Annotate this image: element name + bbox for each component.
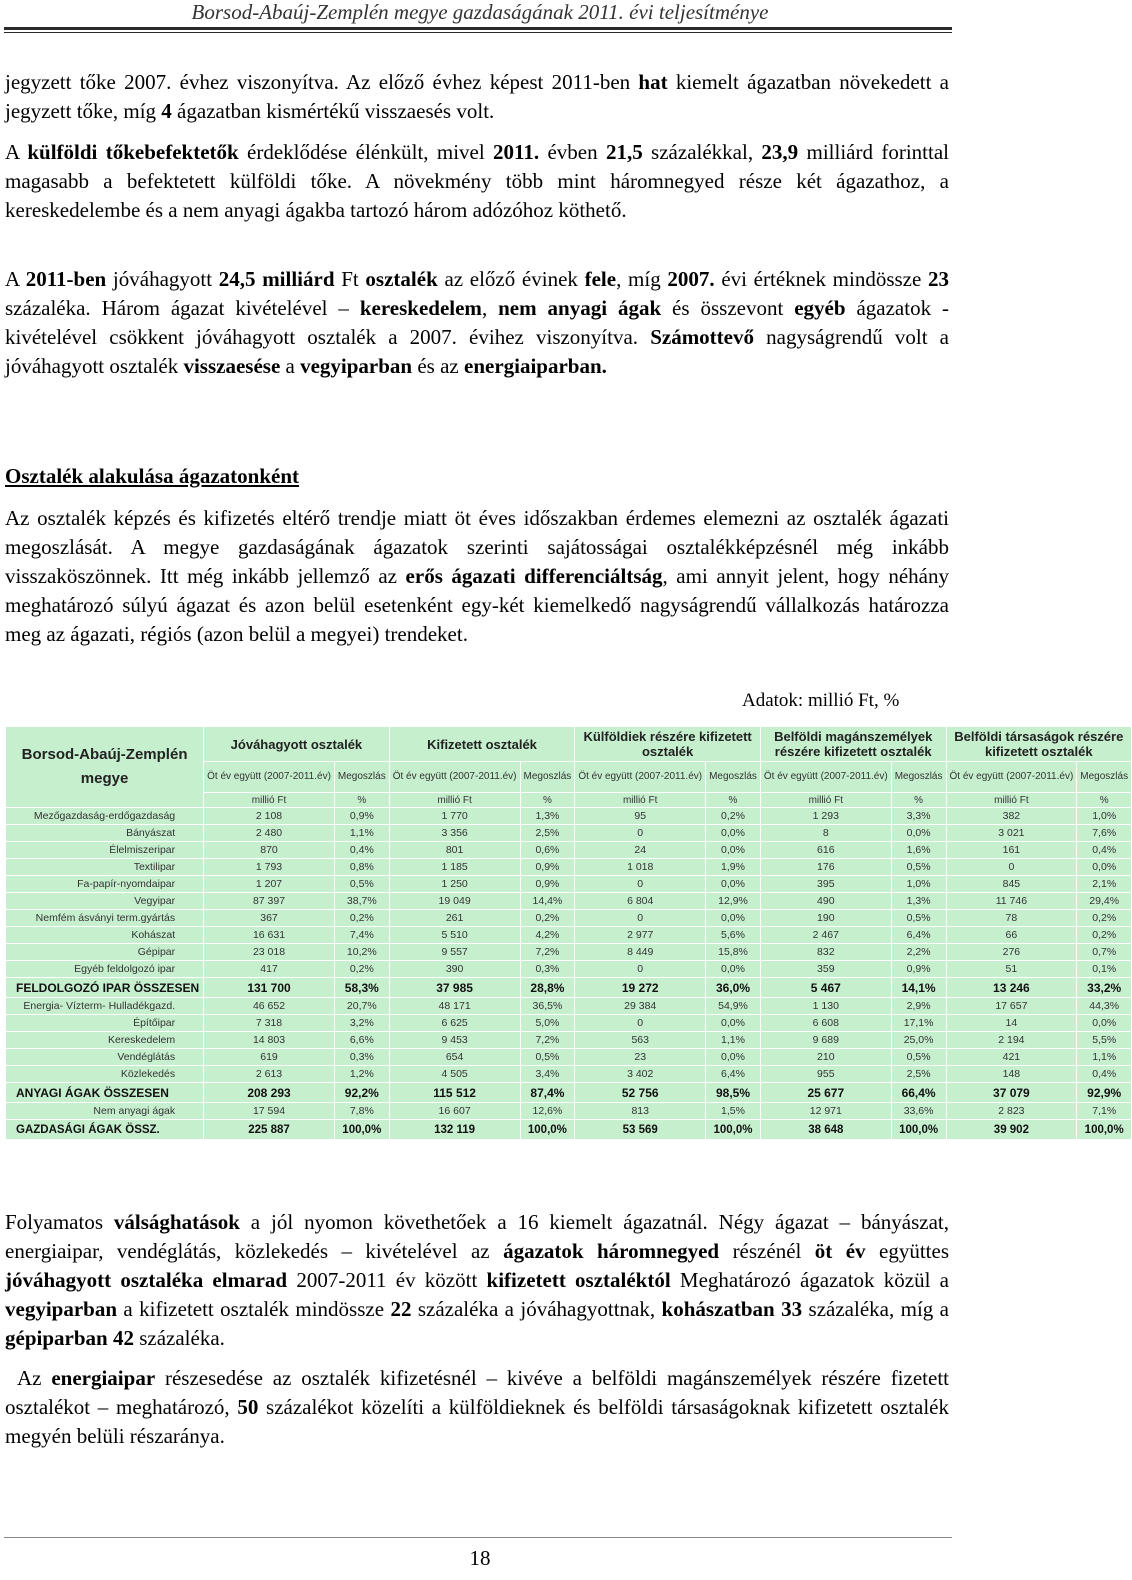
cell-value: 23 018: [204, 944, 335, 961]
table-row: [6, 910, 1132, 927]
cell-share: 29,4%: [1077, 893, 1132, 910]
cell-share: 7,4%: [334, 927, 389, 944]
cell-share: 1,3%: [520, 808, 575, 825]
cell-value: 813: [575, 1103, 706, 1120]
cell-share: 0,3%: [520, 961, 575, 978]
cell-value: 225 887: [204, 1120, 335, 1140]
cell-value: 845: [946, 876, 1077, 893]
cell-value: 421: [946, 1049, 1077, 1066]
table-body: [6, 808, 1132, 1140]
cell-share: 1,6%: [891, 842, 946, 859]
cell-share: 7,2%: [520, 944, 575, 961]
cell-share: 1,9%: [706, 859, 761, 876]
table-corner-cell: Borsod-Abaúj-Zemplén megye: [6, 727, 204, 808]
cell-share: 1,3%: [891, 893, 946, 910]
cell-value: 390: [389, 961, 520, 978]
table-group-header-row: [6, 727, 1132, 762]
cell-share: 7,1%: [1077, 1103, 1132, 1120]
unit-percent: %: [520, 793, 575, 808]
cell-value: 38 648: [760, 1120, 891, 1140]
cell-share: 1,1%: [706, 1032, 761, 1049]
cell-value: 9 689: [760, 1032, 891, 1049]
cell-share: 3,3%: [891, 808, 946, 825]
row-label: Fa-papír-nyomdaipar: [6, 876, 204, 893]
cell-share: 6,6%: [334, 1032, 389, 1049]
cell-share: 36,0%: [706, 978, 761, 998]
table-row: [6, 808, 1132, 825]
row-label: Vendéglátás: [6, 1049, 204, 1066]
cell-share: 1,2%: [334, 1066, 389, 1083]
cell-share: 0,3%: [334, 1049, 389, 1066]
paragraph-1: jegyzett tőke 2007. évhez viszonyítva. Az előző évhez képest 2011-ben hat kiemelt ágazatban növekedett a jegyzett tőke, míg 4 ágazatban kismértékű visszaesés volt.: [5, 70, 949, 123]
cell-value: 9 557: [389, 944, 520, 961]
cell-value: 654: [389, 1049, 520, 1066]
subheader-period: Öt év együtt (2007-2011.év): [204, 762, 335, 793]
cell-share: 0,9%: [520, 876, 575, 893]
cell-value: 6 804: [575, 893, 706, 910]
table-total-row: [6, 1083, 1132, 1103]
table-total-row: [6, 978, 1132, 998]
cell-share: 0,0%: [706, 825, 761, 842]
table-row: [6, 859, 1132, 876]
cell-share: 0,5%: [520, 1049, 575, 1066]
running-header-title: Borsod-Abaúj-Zemplén megye gazdaságának 2011. évi teljesítménye: [191, 0, 769, 24]
cell-share: 2,5%: [520, 825, 575, 842]
cell-share: 0,2%: [334, 961, 389, 978]
cell-share: 36,5%: [520, 998, 575, 1015]
unit-percent: %: [891, 793, 946, 808]
paragraph-2: A külföldi tőkebefektetők érdeklődése élénkült, mivel 2011. évben 21,5 százalékkal, 23,9 milliárd forinttal magasabb a befektetett külföldi tőke. A növekmény több mint háromnegyed része két ágazathoz, a kereskedelembe és a nem anyagi ágakba tartozó három adózóhoz köthető.: [5, 140, 949, 222]
cell-value: 132 119: [389, 1120, 520, 1140]
cell-share: 100,0%: [1077, 1120, 1132, 1140]
cell-value: 261: [389, 910, 520, 927]
cell-value: 2 977: [575, 927, 706, 944]
cell-share: 33,2%: [1077, 978, 1132, 998]
cell-share: 7,8%: [334, 1103, 389, 1120]
paragraph-4: Az osztalék képzés és kifizetés eltérő trendje miatt öt éves időszakban érdemes elemezni az osztalék ágazati megoszlását. A megye gazdaságának ágazatok szerinti sajátosságai osztalékképzésnél még inkább visszaköszönnek. Itt még inkább jellemző az erős ágazati differenciáltság, ami annyit jelent, hogy néhány meghatározó súlyú ágazat és azon belül esetenként egy-két kiemelkedő nagyságrendű vállalkozás határozza meg az ágazati, régiós (azon belül a megyei) trendeket.: [5, 506, 949, 646]
cell-share: 0,0%: [706, 910, 761, 927]
cell-share: 10,2%: [334, 944, 389, 961]
subheader-period: Öt év együtt (2007-2011.év): [760, 762, 891, 793]
cell-value: 2 467: [760, 927, 891, 944]
cell-value: 8: [760, 825, 891, 842]
cell-share: 2,2%: [891, 944, 946, 961]
cell-value: 37 985: [389, 978, 520, 998]
cell-value: 17 657: [946, 998, 1077, 1015]
cell-share: 0,0%: [1077, 859, 1132, 876]
cell-share: 58,3%: [334, 978, 389, 998]
cell-share: 0,9%: [891, 961, 946, 978]
cell-value: 276: [946, 944, 1077, 961]
cell-share: 3,2%: [334, 1015, 389, 1032]
row-label: Egyéb feldolgozó ipar: [6, 961, 204, 978]
footer-rule: [4, 1537, 952, 1538]
row-label: Nemfém ásványi term.gyártás: [6, 910, 204, 927]
unit-million-ft: millió Ft: [204, 793, 335, 808]
cell-share: 0,7%: [1077, 944, 1132, 961]
cell-share: 2,1%: [1077, 876, 1132, 893]
cell-value: 190: [760, 910, 891, 927]
cell-share: 7,2%: [520, 1032, 575, 1049]
cell-value: 490: [760, 893, 891, 910]
unit-million-ft: millió Ft: [946, 793, 1077, 808]
row-label: Gépipar: [6, 944, 204, 961]
cell-share: 100,0%: [520, 1120, 575, 1140]
cell-share: 66,4%: [891, 1083, 946, 1103]
cell-share: 0,2%: [334, 910, 389, 927]
cell-value: 563: [575, 1032, 706, 1049]
cell-share: 0,6%: [520, 842, 575, 859]
cell-value: 16 631: [204, 927, 335, 944]
cell-value: 17 594: [204, 1103, 335, 1120]
subheader-share: Megoszlás: [891, 762, 946, 793]
cell-value: 9 453: [389, 1032, 520, 1049]
cell-value: 6 625: [389, 1015, 520, 1032]
cell-value: 24: [575, 842, 706, 859]
cell-value: 1 207: [204, 876, 335, 893]
paragraph-6: Az energiaipar részesedése az osztalék kifizetésnél – kivéve a belföldi magánszemélyek részére fizetett osztalékot – meghatározó, 50 százalékot közelíti a külföldieknek és belföldi társaságoknak kifizetett osztalék megyén belüli részaránya.: [5, 1366, 949, 1448]
cell-share: 0,2%: [520, 910, 575, 927]
group-header-foreign: Külföldiek részére kifizetett osztalék: [575, 727, 761, 762]
cell-share: 0,0%: [706, 1049, 761, 1066]
cell-value: 2 823: [946, 1103, 1077, 1120]
group-header-domestic-companies: Belföldi társaságok részére kifizetett osztalék: [946, 727, 1132, 762]
cell-value: 2 613: [204, 1066, 335, 1083]
cell-share: 5,6%: [706, 927, 761, 944]
row-label: Energia- Vízterm- Hulladékgazd.: [6, 998, 204, 1015]
cell-value: 417: [204, 961, 335, 978]
row-label: FELDOLGOZÓ IPAR ÖSSZESEN: [6, 978, 204, 998]
row-label: ANYAGI ÁGAK ÖSSZESEN: [6, 1083, 204, 1103]
cell-share: 3,4%: [520, 1066, 575, 1083]
table-row: [6, 876, 1132, 893]
cell-value: 37 079: [946, 1083, 1077, 1103]
cell-value: 870: [204, 842, 335, 859]
cell-share: 54,9%: [706, 998, 761, 1015]
cell-share: 15,8%: [706, 944, 761, 961]
cell-value: 1 018: [575, 859, 706, 876]
subheader-share: Megoszlás: [1077, 762, 1132, 793]
cell-share: 7,6%: [1077, 825, 1132, 842]
cell-share: 1,5%: [706, 1103, 761, 1120]
table-row: [6, 1032, 1132, 1049]
cell-value: 2 480: [204, 825, 335, 842]
cell-share: 14,4%: [520, 893, 575, 910]
row-label: Közlekedés: [6, 1066, 204, 1083]
subheader-share: Megoszlás: [706, 762, 761, 793]
cell-share: 0,0%: [706, 1015, 761, 1032]
cell-share: 44,3%: [1077, 998, 1132, 1015]
cell-share: 6,4%: [706, 1066, 761, 1083]
row-label: GAZDASÁGI ÁGAK ÖSSZ.: [6, 1120, 204, 1140]
cell-value: 23: [575, 1049, 706, 1066]
cell-share: 1,0%: [1077, 808, 1132, 825]
unit-percent: %: [706, 793, 761, 808]
cell-share: 0,2%: [706, 808, 761, 825]
cell-value: 5 510: [389, 927, 520, 944]
paragraph-5: Folyamatos válsághatások a jól nyomon követhetőek a 16 kiemelt ágazatnál. Négy ágazat – bányászat, energiaipar, vendéglátás, közlekedés – kivételével az ágazatok háromnegyed részénél öt év együttes jóváhagyott osztaléka elmarad 2007-2011 év között kifizetett osztaléktól Meghatározó ágazatok közül a vegyiparban a kifizetett osztalék mindössze 22 százaléka a jóváhagyottnak, kohászatban 33 százaléka, míg a gépiparban 42 százaléka.: [5, 1210, 950, 1350]
cell-share: 0,9%: [334, 808, 389, 825]
table-row: [6, 944, 1132, 961]
cell-value: 0: [575, 910, 706, 927]
cell-value: 2 108: [204, 808, 335, 825]
dividend-table: [5, 726, 1132, 1140]
cell-value: 12 971: [760, 1103, 891, 1120]
units-note: Adatok: millió Ft, %: [742, 690, 900, 711]
cell-value: 3 402: [575, 1066, 706, 1083]
header-rule: [4, 27, 952, 33]
cell-value: 955: [760, 1066, 891, 1083]
cell-value: 148: [946, 1066, 1077, 1083]
row-label: Bányászat: [6, 825, 204, 842]
cell-share: 98,5%: [706, 1083, 761, 1103]
cell-value: 16 607: [389, 1103, 520, 1120]
cell-value: 395: [760, 876, 891, 893]
cell-share: 0,2%: [1077, 927, 1132, 944]
table-row: [6, 998, 1132, 1015]
cell-value: 29 384: [575, 998, 706, 1015]
cell-share: 0,8%: [334, 859, 389, 876]
row-label: Építőipar: [6, 1015, 204, 1032]
cell-value: 1 185: [389, 859, 520, 876]
cell-value: 4 505: [389, 1066, 520, 1083]
row-label: Vegyipar: [6, 893, 204, 910]
table-row: [6, 1049, 1132, 1066]
cell-value: 161: [946, 842, 1077, 859]
subheader-share: Megoszlás: [520, 762, 575, 793]
cell-share: 0,0%: [706, 842, 761, 859]
cell-share: 0,1%: [1077, 961, 1132, 978]
cell-share: 1,0%: [891, 876, 946, 893]
cell-value: 95: [575, 808, 706, 825]
unit-percent: %: [334, 793, 389, 808]
row-label: Kereskedelem: [6, 1032, 204, 1049]
cell-share: 20,7%: [334, 998, 389, 1015]
cell-value: 1 130: [760, 998, 891, 1015]
cell-value: 619: [204, 1049, 335, 1066]
cell-value: 0: [575, 1015, 706, 1032]
cell-value: 52 756: [575, 1083, 706, 1103]
group-header-paid: Kifizetett osztalék: [389, 727, 575, 762]
cell-share: 0,4%: [1077, 842, 1132, 859]
cell-value: 8 449: [575, 944, 706, 961]
cell-value: 1 293: [760, 808, 891, 825]
unit-million-ft: millió Ft: [575, 793, 706, 808]
cell-share: 0,5%: [891, 859, 946, 876]
cell-share: 2,5%: [891, 1066, 946, 1083]
cell-value: 382: [946, 808, 1077, 825]
cell-value: 14: [946, 1015, 1077, 1032]
cell-value: 6 608: [760, 1015, 891, 1032]
cell-share: 28,8%: [520, 978, 575, 998]
cell-share: 0,2%: [1077, 910, 1132, 927]
cell-value: 176: [760, 859, 891, 876]
row-label: Élelmiszeripar: [6, 842, 204, 859]
cell-share: 0,5%: [891, 910, 946, 927]
cell-value: 66: [946, 927, 1077, 944]
cell-share: 0,4%: [334, 842, 389, 859]
row-label: Textilipar: [6, 859, 204, 876]
section-heading: Osztalék alakulása ágazatonként: [5, 464, 300, 488]
table-row: [6, 961, 1132, 978]
cell-value: 801: [389, 842, 520, 859]
cell-share: 0,0%: [706, 876, 761, 893]
cell-share: 100,0%: [706, 1120, 761, 1140]
cell-value: 87 397: [204, 893, 335, 910]
table-row: [6, 893, 1132, 910]
cell-value: 0: [575, 961, 706, 978]
table-row: [6, 1015, 1132, 1032]
cell-share: 92,2%: [334, 1083, 389, 1103]
cell-value: 14 803: [204, 1032, 335, 1049]
cell-share: 1,1%: [334, 825, 389, 842]
cell-share: 5,0%: [520, 1015, 575, 1032]
cell-value: 832: [760, 944, 891, 961]
cell-value: 3 021: [946, 825, 1077, 842]
cell-value: 51: [946, 961, 1077, 978]
cell-share: 25,0%: [891, 1032, 946, 1049]
subheader-period: Öt év együtt (2007-2011.év): [389, 762, 520, 793]
cell-value: 11 746: [946, 893, 1077, 910]
cell-share: 0,0%: [891, 825, 946, 842]
cell-value: 46 652: [204, 998, 335, 1015]
cell-value: 367: [204, 910, 335, 927]
cell-value: 19 272: [575, 978, 706, 998]
unit-percent: %: [1077, 793, 1132, 808]
cell-share: 17,1%: [891, 1015, 946, 1032]
cell-share: 100,0%: [334, 1120, 389, 1140]
cell-value: 616: [760, 842, 891, 859]
subheader-period: Öt év együtt (2007-2011.év): [575, 762, 706, 793]
table-total-row: [6, 1120, 1132, 1140]
cell-value: 5 467: [760, 978, 891, 998]
cell-value: 1 250: [389, 876, 520, 893]
cell-value: 78: [946, 910, 1077, 927]
cell-value: 0: [946, 859, 1077, 876]
cell-share: 33,6%: [891, 1103, 946, 1120]
cell-share: 12,9%: [706, 893, 761, 910]
cell-share: 92,9%: [1077, 1083, 1132, 1103]
row-label: Mezőgazdaság-erdőgazdaság: [6, 808, 204, 825]
cell-share: 87,4%: [520, 1083, 575, 1103]
cell-share: 0,0%: [706, 961, 761, 978]
cell-share: 2,9%: [891, 998, 946, 1015]
group-header-domestic-private: Belföldi magánszemélyek részére kifizetett osztalék: [760, 727, 946, 762]
cell-value: 0: [575, 876, 706, 893]
cell-value: 39 902: [946, 1120, 1077, 1140]
table-row: [6, 1066, 1132, 1083]
cell-share: 0,0%: [1077, 1015, 1132, 1032]
cell-share: 100,0%: [891, 1120, 946, 1140]
unit-million-ft: millió Ft: [760, 793, 891, 808]
cell-value: 2 194: [946, 1032, 1077, 1049]
cell-value: 7 318: [204, 1015, 335, 1032]
cell-share: 0,5%: [334, 876, 389, 893]
table-row: [6, 842, 1132, 859]
cell-value: 1 793: [204, 859, 335, 876]
running-header: [0, 0, 960, 30]
subheader-share: Megoszlás: [334, 762, 389, 793]
table-row: [6, 927, 1132, 944]
cell-value: 25 677: [760, 1083, 891, 1103]
cell-value: 210: [760, 1049, 891, 1066]
group-header-approved: Jóváhagyott osztalék: [204, 727, 390, 762]
cell-share: 0,5%: [891, 1049, 946, 1066]
cell-share: 0,4%: [1077, 1066, 1132, 1083]
cell-share: 38,7%: [334, 893, 389, 910]
row-label: Nem anyagi ágak: [6, 1103, 204, 1120]
cell-value: 48 171: [389, 998, 520, 1015]
cell-value: 13 246: [946, 978, 1077, 998]
cell-share: 6,4%: [891, 927, 946, 944]
paragraph-3: A 2011-ben jóváhagyott 24,5 milliárd Ft osztalék az előző évinek fele, míg 2007. évi értéknek mindössze 23 százaléka. Három ágazat kivételével – kereskedelem, nem anyagi ágak és összevont egyéb ágazatok - kivételével csökkent jóváhagyott osztalék a 2007. évihez viszonyítva. Számottevő nagyságrendű volt a jóváhagyott osztalék visszaesése a vegyiparban és az energiaiparban.: [5, 267, 950, 378]
table-row: [6, 825, 1132, 842]
cell-share: 1,1%: [1077, 1049, 1132, 1066]
cell-value: 208 293: [204, 1083, 335, 1103]
cell-value: 359: [760, 961, 891, 978]
cell-value: 19 049: [389, 893, 520, 910]
cell-value: 53 569: [575, 1120, 706, 1140]
cell-value: 3 356: [389, 825, 520, 842]
subheader-period: Öt év együtt (2007-2011.év): [946, 762, 1077, 793]
cell-share: 14,1%: [891, 978, 946, 998]
cell-share: 12,6%: [520, 1103, 575, 1120]
cell-share: 4,2%: [520, 927, 575, 944]
page-number: 18: [469, 1546, 491, 1570]
cell-share: 0,9%: [520, 859, 575, 876]
cell-value: 131 700: [204, 978, 335, 998]
cell-share: 5,5%: [1077, 1032, 1132, 1049]
cell-value: 0: [575, 825, 706, 842]
cell-value: 115 512: [389, 1083, 520, 1103]
table-row: [6, 1103, 1132, 1120]
cell-value: 1 770: [389, 808, 520, 825]
unit-million-ft: millió Ft: [389, 793, 520, 808]
row-label: Kohászat: [6, 927, 204, 944]
